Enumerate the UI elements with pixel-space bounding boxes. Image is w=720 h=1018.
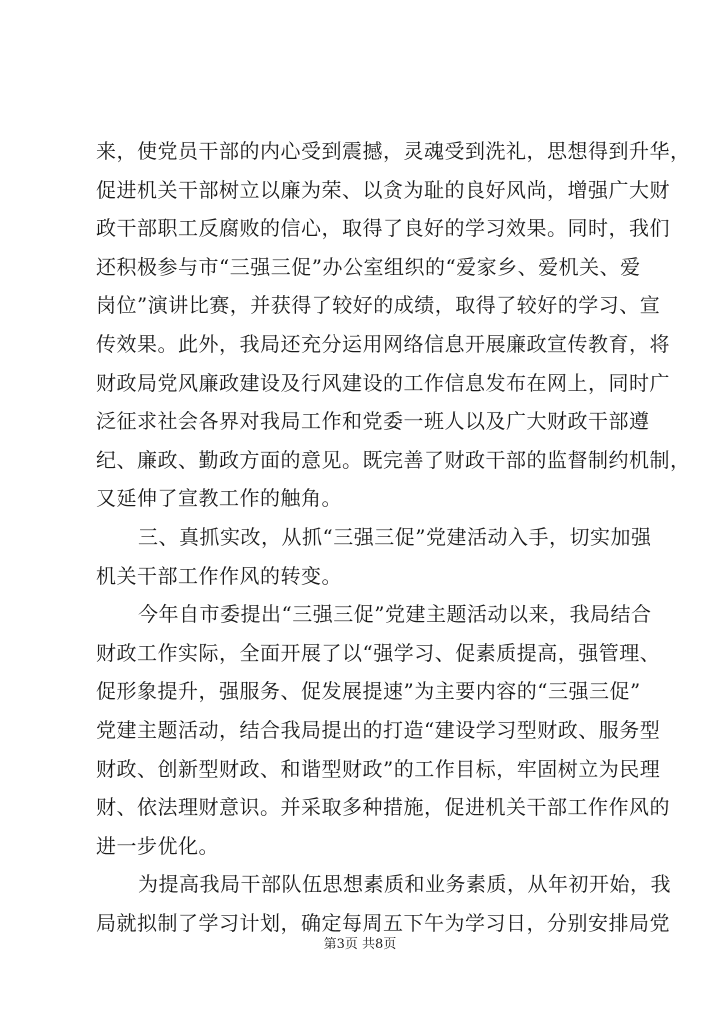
text-line: 财政、创新型财政、和谐型财政”的工作目标，牢固树立为民理 [96, 756, 661, 781]
text-line: 政干部职工反腐败的信心，取得了良好的学习效果。同时，我们 [96, 216, 670, 241]
text-line: 岗位”演讲比赛，并获得了较好的成绩，取得了较好的学习、宣 [96, 293, 661, 318]
text-line: 今年自市委提出“三强三促”党建主题活动以来，我局结合 [138, 602, 652, 627]
text-line: 为提高我局干部队伍思想素质和业务素质，从年初开始，我 [138, 872, 671, 897]
text-line: 进一步优化。 [96, 833, 219, 858]
text-line: 财、依法理财意识。并采取多种措施，促进机关干部工作作风的 [96, 795, 670, 820]
text-line: 促形象提升，强服务、促发展提速”为主要内容的“三强三促” [96, 679, 641, 704]
text-line: 还积极参与市“三强三促”办公室组织的“爱家乡、爱机关、爱 [96, 254, 641, 279]
text-line: 财政局党风廉政建设及行风建设的工作信息发布在网上，同时广 [96, 370, 670, 395]
text-line: 党建主题活动，结合我局提出的打造“建设学习型财政、服务型 [96, 717, 661, 742]
document-body [96, 132, 691, 942]
text-line: 泛征求社会各界对我局工作和党委一班人以及广大财政干部遵 [96, 409, 650, 434]
text-line: 来，使党员干部的内心受到震撼，灵魂受到洗礼，思想得到升华， [96, 139, 691, 163]
section-heading-line: 三、真抓实改，从抓“三强三促”党建活动入手，切实加强 [138, 524, 652, 549]
text-line: 又延伸了宣教工作的触角。 [96, 486, 342, 511]
text-line: 促进机关干部树立以廉为荣、以贪为耻的良好风尚，增强广大财 [96, 177, 670, 202]
text-line: 传效果。此外，我局还充分运用网络信息开展廉政宣传教育，将 [96, 331, 670, 356]
text-line: 财政工作实际，全面开展了以“强学习、促素质提高，强管理、 [96, 640, 661, 665]
text-line: 局就拟制了学习计划，确定每周五下午为学习日，分别安排局党 [96, 910, 670, 935]
section-heading-line: 机关干部工作作风的转变。 [96, 563, 342, 588]
text-line: 纪、廉政、勤政方面的意见。既完善了财政干部的监督制约机制， [96, 447, 691, 472]
page-number-footer: 第3页 共8页 [323, 937, 397, 952]
